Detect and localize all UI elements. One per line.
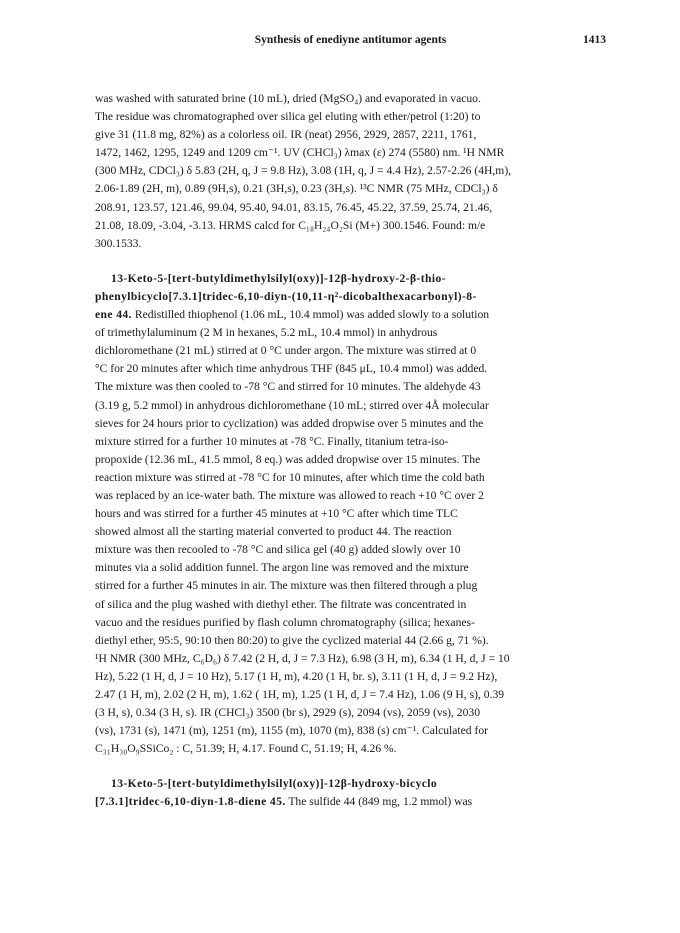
text-line: dichloromethane (21 mL) stirred at 0 °C under argon. The mixture was stirred at 0 xyxy=(95,344,477,358)
text-line: The mixture was then cooled to -78 °C and stirred for 10 minutes. The aldehyde 43 xyxy=(95,380,481,394)
text-line: mixture stirred for a further 10 minutes at -78 °C. Finally, titanium tetra-iso- xyxy=(95,434,449,448)
text-line: Hz), 5.22 (1 H, d, J = 10 Hz), 5.17 (1 H, m), 4.20 (1 H, br. s), 3.11 (1 H, d, J = 9.2 Hz), xyxy=(95,669,498,683)
page-number: 1413 xyxy=(583,34,606,46)
text-line: minutes via a solid addition funnel. The argon line was removed and the mixture xyxy=(95,561,469,575)
text-line: of silica and the plug washed with diethyl ether. The filtrate was concentrated in xyxy=(95,597,467,611)
text-line: showed almost all the starting material converted to product 44. The reaction xyxy=(95,525,452,539)
text-line: (3 H, s), 0.34 (3 H, s). IR (CHCl₃) 3500 (br s), 2929 (s), 2094 (vs), 2059 (vs), 2030 xyxy=(95,706,480,720)
text-line: propoxide (12.36 mL, 41.5 mmol, 8 eq.) was added dropwise over 15 minutes. The xyxy=(95,452,481,466)
compound-heading-45: [7.3.1]tridec-6,10-diyn-1.8-diene 45. xyxy=(95,795,286,809)
text-line: stirred for a further 45 minutes in air. The mixture was then filtered through a plug xyxy=(95,579,478,593)
text-line: (vs), 1731 (s), 1471 (m), 1251 (m), 1155 (m), 1070 (m), 838 (s) cm⁻¹. Calculated for xyxy=(95,724,488,738)
text-line: Redistilled thiophenol (1.06 mL, 10.4 mmol) was added slowly to a solution xyxy=(134,308,490,322)
running-head xyxy=(95,34,606,52)
text-line: The sulfide 44 (849 mg, 1.2 mmol) was xyxy=(288,795,473,809)
text-line: hours and was stirred for a further 45 minutes at +10 °C after which time TLC xyxy=(95,507,458,521)
text-line: mixture was then recooled to -78 °C and silica gel (40 g) added slowly over 10 xyxy=(95,543,461,557)
text-line: 21.08, 18.09, -3.04, -3.13. HRMS calcd for C₁₈H₂₄O₂Si (M+) 300.1546. Found: m/e xyxy=(95,218,486,232)
paragraph-spacer xyxy=(95,758,606,775)
text-line: sieves for 24 hours prior to cyclization) was added dropwise over 5 minutes and the xyxy=(95,416,484,430)
text-line: The residue was chromatographed over silica gel eluting with ether/petrol (1:20) to xyxy=(95,110,481,124)
compound-heading-44: ene 44. xyxy=(95,308,132,322)
text-line: °C for 20 minutes after which time anhydrous THF (845 μL, 10.4 mmol) was added. xyxy=(95,362,488,376)
text-line: 208.91, 123.57, 121.46, 99.04, 95.40, 94.01, 83.15, 76.45, 45.22, 37.59, 25.74, 21.46, xyxy=(95,200,493,214)
text-line: vacuo and the residues purified by flash column chromatography (silica; hexanes- xyxy=(95,615,475,629)
paragraph-compound-45 xyxy=(95,775,606,811)
text-line: give 31 (11.8 mg, 82%) as a colorless oil. IR (neat) 2956, 2929, 2857, 2211, 1761, xyxy=(95,128,477,142)
compound-heading-44: 13-Keto-5-[tert-butyldimethylsilyl(oxy)]-12β-hydroxy-2-β-thio- xyxy=(111,271,446,285)
article-body xyxy=(95,90,606,812)
compound-heading-44: phenylbicyclo[7.3.1]tridec-6,10-diyn-(10,11-η²-dicobalthexacarbonyl)-8- xyxy=(95,289,477,303)
text-line: C₃₁H₃₀O₉SSiCo₂ : C, 51.39; H, 4.17. Found C, 51.19; H, 4.26 %. xyxy=(95,742,397,756)
paragraph-compound-31 xyxy=(95,90,606,253)
text-line: 2.06-1.89 (2H, m), 0.89 (9H,s), 0.21 (3H,s), 0.23 (3H,s). ¹³C NMR (75 MHz, CDCl₃) δ xyxy=(95,182,498,196)
text-line: 1472, 1462, 1295, 1249 and 1209 cm⁻¹. UV (CHCl₃) λmax (ε) 274 (5580) nm. ¹H NMR xyxy=(95,146,505,160)
paragraph-compound-44 xyxy=(95,270,606,759)
text-line: 300.1533. xyxy=(95,236,142,250)
running-title: Synthesis of enediyne antitumor agents xyxy=(254,34,447,46)
text-line: (300 MHz, CDCl₃) δ 5.83 (2H, q, J = 9.8 Hz), 3.08 (1H, q, J = 4.4 Hz), 2.57-2.26 (4H,m), xyxy=(95,164,512,178)
text-line: was washed with saturated brine (10 mL), dried (MgSO₄) and evaporated in vacuo. xyxy=(95,92,481,105)
compound-heading-45: 13-Keto-5-[tert-butyldimethylsilyl(oxy)]-12β-hydroxy-bicyclo xyxy=(111,777,438,791)
text-line: of trimethylaluminum (2 M in hexanes, 5.2 mL, 10.4 mmol) in anhydrous xyxy=(95,326,438,340)
text-line: 2.47 (1 H, m), 2.02 (2 H, m), 1.62 ( 1H, m), 1.25 (1 H, d, J = 7.4 Hz), 1.06 (9 H, s), 0.39 xyxy=(95,688,505,701)
text-line: (3.19 g, 5.2 mmol) in anhydrous dichloromethane (10 mL; stirred over 4Å molecular xyxy=(95,398,489,412)
text-line: was replaced by an ice-water bath. The mixture was allowed to reach +10 °C over 2 xyxy=(95,488,484,502)
text-line: diethyl ether, 95:5, 90:10 then 80:20) to give the cyclized material 44 (2.66 g, 71 %). xyxy=(95,633,489,647)
paragraph-spacer xyxy=(95,253,606,270)
text-line: reaction mixture was stirred at -78 °C for 10 minutes, after which time the cold bath xyxy=(95,470,485,484)
text-line: ¹H NMR (300 MHz, C₆D₆) δ 7.42 (2 H, d, J = 7.3 Hz), 6.98 (3 H, m), 6.34 (1 H, d, J = 10 xyxy=(95,651,510,665)
